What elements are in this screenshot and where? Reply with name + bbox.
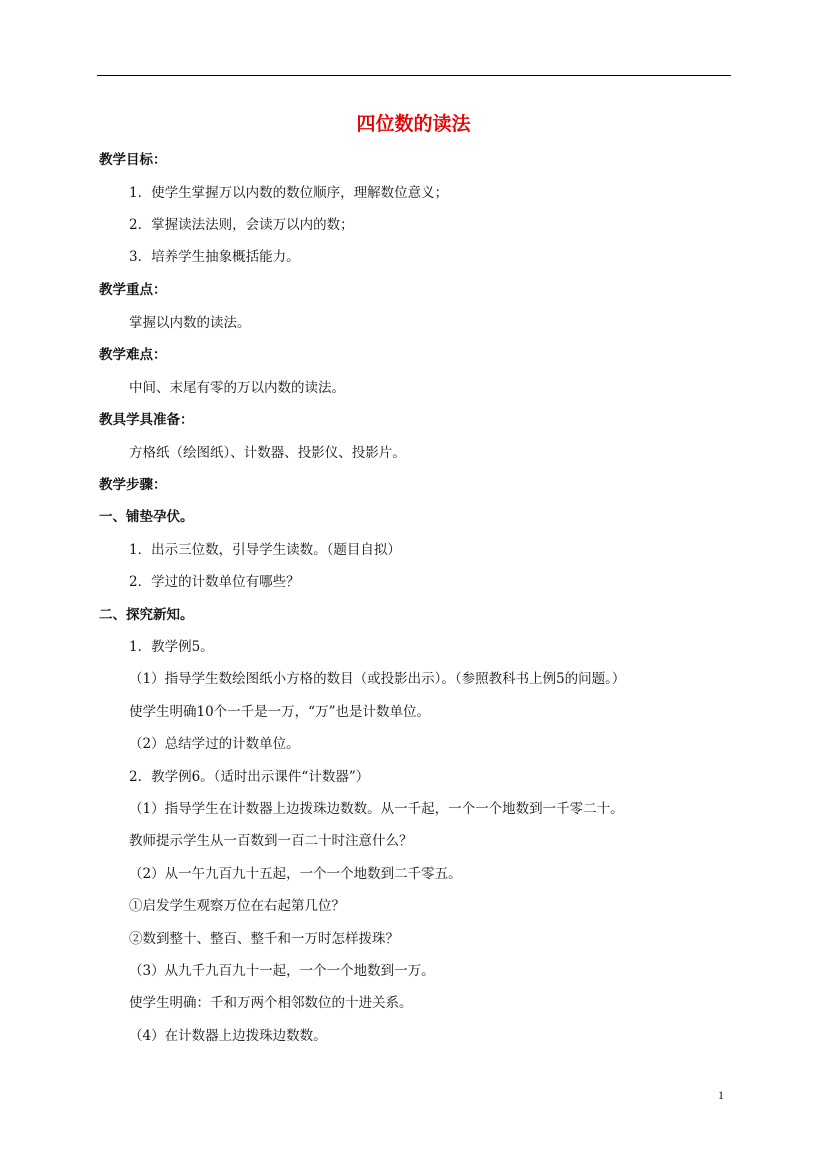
section-2-heading: 二、探究新知。 <box>99 607 194 623</box>
heading-steps: 教学步骤： <box>99 477 167 493</box>
section-1-item-1: 1．出示三位数，引导学生读数。（题目自拟） <box>129 542 401 558</box>
materials-text: 方格纸（绘图纸）、计数器、投影仪、投影片。 <box>129 445 406 461</box>
difficulty-text: 中间、末尾有零的万以内数的读法。 <box>129 380 345 396</box>
section-2-text-1: 使学生明确10个一千是一万，“万”也是计数单位。 <box>129 704 430 720</box>
heading-materials: 教具学具准备： <box>99 412 194 428</box>
section-2-sub-1: （1）指导学生数绘图纸小方格的数目（或投影出示）。（参照教科书上例5的问题。） <box>129 671 626 687</box>
section-2-item-1: 1．教学例5。 <box>129 639 214 655</box>
heading-difficulties: 教学难点： <box>99 347 167 363</box>
section-2-text-3: 使学生明确：千和万两个相邻数位的十进关系。 <box>129 995 413 1011</box>
page-number: 1 <box>718 1088 724 1102</box>
objective-3: 3．培养学生抽象概括能力。 <box>129 249 300 265</box>
heading-objectives: 教学目标： <box>99 152 167 168</box>
section-2-item-2: 2．教学例6。（适时出示课件“计数器”） <box>129 769 370 785</box>
section-2-circle-2: ②数到整十、整百、整千和一万时怎样拨珠？ <box>129 931 399 947</box>
section-2-sub-5: （3）从九千九百九十一起，一个一个地数到一万。 <box>129 963 435 979</box>
objective-2: 2．掌握读法法则，会读万以内的数； <box>129 217 354 233</box>
objective-1: 1．使学生掌握万以内数的数位顺序，理解数位意义； <box>129 185 449 201</box>
heading-key-points: 教学重点： <box>99 282 167 298</box>
section-2-circle-1: ①启发学生观察万位在右起第几位？ <box>129 898 345 914</box>
key-point-text: 掌握以内数的读法。 <box>129 315 251 331</box>
section-2-sub-4: （2）从一午九百九十五起，一个一个地数到二千零五。 <box>129 866 462 882</box>
section-2-text-2: 教师提示学生从一百数到一百二十时注意什么？ <box>129 833 413 849</box>
section-2-sub-2: （2）总结学过的计数单位。 <box>129 736 300 752</box>
document-title: 四位数的读法 <box>356 113 471 135</box>
header-rule <box>97 75 731 76</box>
section-1-heading: 一、铺垫孕伏。 <box>99 509 194 525</box>
section-2-sub-3: （1）指导学生在计数器上边拨珠边数数。从一千起，一个一个地数到一千零二十。 <box>129 801 624 817</box>
section-1-item-2: 2．学过的计数单位有哪些？ <box>129 574 300 590</box>
section-2-sub-6: （4）在计数器上边拨珠边数数。 <box>129 1028 327 1044</box>
